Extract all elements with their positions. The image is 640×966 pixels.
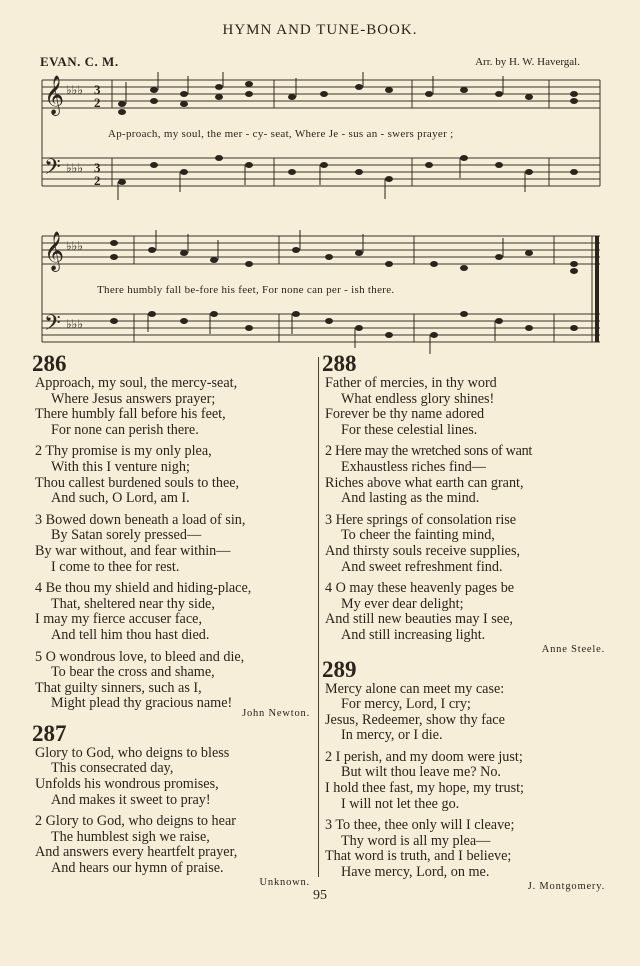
verse-line: I come to thee for rest. xyxy=(51,558,180,575)
hymn-author: Anne Steele. xyxy=(541,643,605,655)
verse-line: 4 Be thou my shield and hiding-place, xyxy=(35,580,252,597)
verse-line: For none can perish there. xyxy=(51,421,199,438)
stanza-1 xyxy=(325,376,605,438)
svg-text:♭♭♭: ♭♭♭ xyxy=(66,83,83,97)
verse-line: Exhaustless riches find— xyxy=(341,458,486,475)
verse-line: Have mercy, Lord, on me. xyxy=(341,864,490,881)
lyric-line-2: There humbly fall be-fore his feet, For none can per - ish there. xyxy=(97,284,395,296)
stanza-3 xyxy=(325,818,605,880)
verse-line: And still increasing light. xyxy=(341,626,486,643)
hymn-number: 287 xyxy=(32,720,67,746)
svg-text:♭♭♭: ♭♭♭ xyxy=(66,317,83,331)
verse-line: And lasting as the mind. xyxy=(341,490,480,507)
verse-line: That, sheltered near thy side, xyxy=(51,595,215,612)
stanza-2 xyxy=(35,814,310,876)
verse-line: And sweet refreshment find. xyxy=(341,558,503,575)
verse-line: 3 Bowed down beneath a load of sin, xyxy=(35,511,246,528)
hymn-author: John Newton. xyxy=(242,707,310,719)
hymn-286 xyxy=(32,351,310,720)
lyric-line-1: Ap-proach, my soul, the mer - cy- seat, Where Je - sus an - swers prayer ; xyxy=(108,128,454,140)
svg-text:♭♭♭: ♭♭♭ xyxy=(66,239,83,253)
verse-line: By war without, and fear within— xyxy=(35,542,231,559)
verse-line: Mercy alone can meet my case: xyxy=(325,680,505,697)
stanza-3 xyxy=(325,513,605,575)
svg-text:3: 3 xyxy=(94,82,101,97)
verse-line: That word is truth, and I believe; xyxy=(325,848,512,865)
verse-line: Thou callest burdened souls to thee, xyxy=(35,474,240,491)
verse-line: But wilt thou leave me? No. xyxy=(341,764,501,781)
hymn-288 xyxy=(322,351,605,656)
verse-line: For mercy, Lord, I cry; xyxy=(341,696,471,713)
verse-line: I hold thee fast, my hope, my trust; xyxy=(325,780,524,797)
verse-line: And hears our hymn of praise. xyxy=(51,860,224,877)
verse-line: I may my fierce accuser face, xyxy=(35,611,202,628)
svg-text:2: 2 xyxy=(94,95,101,110)
verse-line: I will not let thee go. xyxy=(341,795,460,812)
verse-line: To cheer the fainting mind, xyxy=(341,527,495,544)
verse-line: And makes it sweet to pray! xyxy=(51,791,211,808)
verse-line: Jesus, Redeemer, show thy face xyxy=(325,711,505,728)
verse-line: That guilty sinners, such as I, xyxy=(35,679,202,696)
svg-text:𝄢: 𝄢 xyxy=(44,155,61,184)
verse-line: In mercy, or I die. xyxy=(341,727,443,744)
verse-line: 3 To thee, thee only will I cleave; xyxy=(325,817,515,834)
verse-line: 3 Here springs of consolation rise xyxy=(325,511,517,528)
verse-line: There humbly fall before his feet, xyxy=(35,406,226,423)
verse-line: For these celestial lines. xyxy=(341,421,478,438)
verse-line: Approach, my soul, the mercy-seat, xyxy=(35,375,238,391)
stanza-2 xyxy=(35,444,310,506)
verse-line: By Satan sorely pressed— xyxy=(51,527,202,544)
verse-line: 2 I perish, and my doom were just; xyxy=(325,748,523,765)
verse-line: Thy word is all my plea— xyxy=(341,832,491,849)
verse-line: 2 Glory to God, who deigns to hear xyxy=(35,813,236,830)
hymn-author: Unknown. xyxy=(259,876,310,888)
svg-text:𝄢: 𝄢 xyxy=(44,311,61,340)
verse-line: 5 O wondrous love, to bleed and die, xyxy=(35,648,245,665)
stanza-1 xyxy=(35,376,310,438)
stanza-5 xyxy=(35,650,310,712)
stanza-4 xyxy=(325,581,605,643)
verse-line: This consecrated day, xyxy=(51,760,174,777)
verse-line: My ever dear delight; xyxy=(341,595,464,612)
verse-line: Where Jesus answers prayer; xyxy=(51,390,216,407)
hymn-number: 288 xyxy=(322,351,357,376)
verse-line: 2 Thy promise is my only plea, xyxy=(35,443,212,460)
verse-line: Forever be thy name adored xyxy=(325,406,485,423)
svg-text:♭♭♭: ♭♭♭ xyxy=(66,161,83,175)
page-header: HYMN AND TUNE-BOOK. xyxy=(222,22,418,38)
verse-line: And such, O Lord, am I. xyxy=(51,490,190,507)
stanza-4 xyxy=(35,581,310,643)
verse-line: Glory to God, who deigns to bless xyxy=(35,744,230,761)
verse-line: And thirsty souls receive supplies, xyxy=(325,542,521,559)
hymn-number: 286 xyxy=(32,351,67,376)
svg-text:2: 2 xyxy=(94,173,101,188)
svg-text:3: 3 xyxy=(94,160,101,175)
svg-text:𝄞: 𝄞 xyxy=(44,233,65,270)
verse-line: To bear the cross and shame, xyxy=(51,664,215,681)
hymn-289 xyxy=(322,656,605,893)
stanza-1 xyxy=(35,746,310,808)
page-number: 95 xyxy=(313,888,327,903)
verse-line: And answers every heartfelt prayer, xyxy=(35,844,238,861)
verse-line: And still new beauties may I see, xyxy=(325,611,513,628)
verse-line: Might plead thy gracious name! xyxy=(51,695,233,712)
verse-line: Riches above what earth can grant, xyxy=(325,474,524,491)
verse-line: And tell him thou hast died. xyxy=(51,626,210,643)
verse-line: 4 O may these heavenly pages be xyxy=(325,580,515,597)
left-column xyxy=(32,350,310,889)
stanza-1 xyxy=(325,682,605,744)
verse-line: 2 Here may the wretched sons of want xyxy=(325,443,533,460)
verse-line: What endless glory shines! xyxy=(341,390,495,407)
hymn-number: 289 xyxy=(322,656,357,682)
stanza-2 xyxy=(325,750,605,812)
stanza-3 xyxy=(35,513,310,575)
tune-arranger: Arr. by H. W. Havergal. xyxy=(475,56,580,68)
column-divider xyxy=(318,357,319,877)
stanza-2 xyxy=(325,444,605,506)
verse-line: Unfolds his wondrous promises, xyxy=(35,776,219,793)
verse-line: With this I venture nigh; xyxy=(51,458,190,475)
svg-text:𝄞: 𝄞 xyxy=(44,77,65,114)
verse-line: The humblest sigh we raise, xyxy=(51,828,210,845)
verse-line: Father of mercies, in thy word xyxy=(325,375,497,391)
right-column xyxy=(322,350,605,893)
hymn-287 xyxy=(32,720,310,889)
hymn-author: J. Montgomery. xyxy=(527,880,605,892)
tune-name: EVAN. C. M. xyxy=(40,54,119,69)
